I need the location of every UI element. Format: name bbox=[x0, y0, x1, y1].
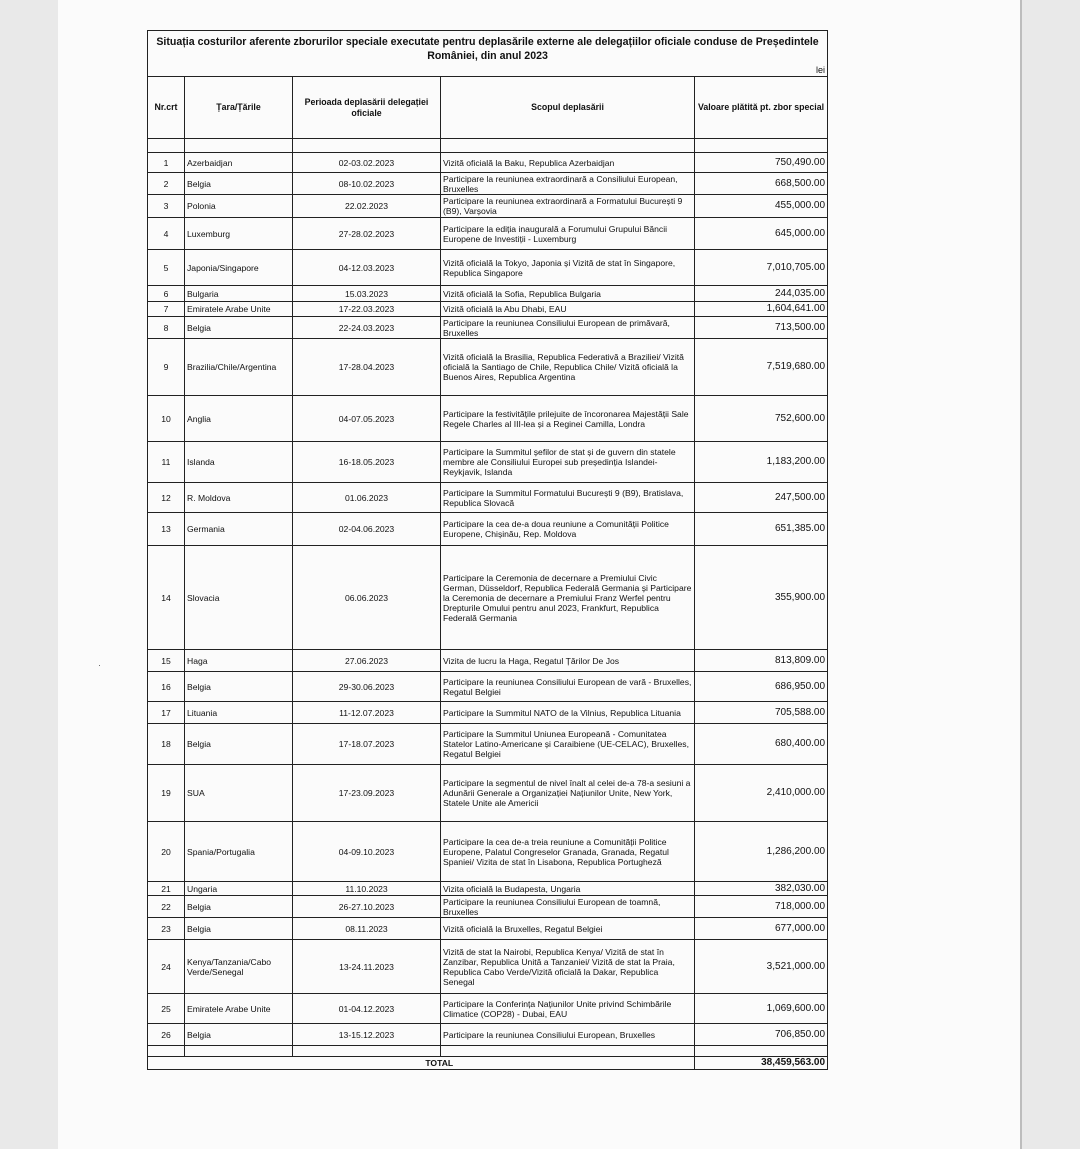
row-country: Islanda bbox=[185, 442, 293, 483]
row-period: 27.06.2023 bbox=[293, 650, 441, 672]
row-amount: 1,286,200.00 bbox=[695, 822, 828, 882]
row-amount: 706,850.00 bbox=[695, 1024, 828, 1046]
row-country: Kenya/Tanzania/Cabo Verde/Senegal bbox=[185, 940, 293, 994]
row-purpose: Participare la reuniunea extraordinară a Consiliului European, Bruxelles bbox=[441, 173, 695, 195]
header-tara: Țara/Țările bbox=[185, 77, 293, 139]
table-row bbox=[148, 994, 828, 1024]
row-country: Ungaria bbox=[185, 882, 293, 896]
header-nr: Nr.crt bbox=[148, 77, 185, 139]
row-period: 17-23.09.2023 bbox=[293, 765, 441, 822]
row-country: Emiratele Arabe Unite bbox=[185, 994, 293, 1024]
row-amount: 3,521,000.00 bbox=[695, 940, 828, 994]
row-period: 11.10.2023 bbox=[293, 882, 441, 896]
row-purpose: Participare la reuniunea Consiliului European de primăvară, Bruxelles bbox=[441, 317, 695, 339]
row-purpose: Participare la festivitățile prilejuite de încoronarea Majestății Sale Regele Charles al III-lea și a Reginei Camilla, Londra bbox=[441, 396, 695, 442]
row-number: 13 bbox=[148, 513, 185, 546]
table-row bbox=[148, 195, 828, 218]
row-period: 27-28.02.2023 bbox=[293, 218, 441, 250]
table-row bbox=[148, 250, 828, 286]
row-country: Belgia bbox=[185, 1024, 293, 1046]
row-period: 15.03.2023 bbox=[293, 286, 441, 302]
row-country: Lituania bbox=[185, 702, 293, 724]
spacer-row bbox=[148, 139, 828, 153]
row-amount: 247,500.00 bbox=[695, 483, 828, 513]
row-number: 18 bbox=[148, 724, 185, 765]
row-purpose: Vizită de stat la Nairobi, Republica Kenya/ Vizită de stat în Zanzibar, Republica Unită a Tanzaniei/ Vizită de stat la Praia, Republica Cabo Verde/Vizită oficială la Dakar, Republica Senegal bbox=[441, 940, 695, 994]
table-row bbox=[148, 650, 828, 672]
row-period: 02-03.02.2023 bbox=[293, 153, 441, 173]
row-period: 02-04.06.2023 bbox=[293, 513, 441, 546]
table-row bbox=[148, 896, 828, 918]
table-row bbox=[148, 483, 828, 513]
row-number: 20 bbox=[148, 822, 185, 882]
row-country: Belgia bbox=[185, 173, 293, 195]
row-number: 14 bbox=[148, 546, 185, 650]
row-amount: 686,950.00 bbox=[695, 672, 828, 702]
row-country: Germania bbox=[185, 513, 293, 546]
row-period: 08.11.2023 bbox=[293, 918, 441, 940]
row-country: Belgia bbox=[185, 672, 293, 702]
scan-speck: · bbox=[98, 660, 101, 670]
row-number: 26 bbox=[148, 1024, 185, 1046]
row-amount: 1,604,641.00 bbox=[695, 302, 828, 317]
row-number: 11 bbox=[148, 442, 185, 483]
row-number: 5 bbox=[148, 250, 185, 286]
row-purpose: Participare la ediția inaugurală a Forumului Grupului Băncii Europene de Investiții - Luxemburg bbox=[441, 218, 695, 250]
row-purpose: Vizită oficială la Bruxelles, Regatul Belgiei bbox=[441, 918, 695, 940]
row-period: 29-30.06.2023 bbox=[293, 672, 441, 702]
row-purpose: Participare la Summitul Uniunea Europeană - Comunitatea Statelor Latino-Americane și Caraibiene (UE-CELAC), Bruxelles, Regatul Belgiei bbox=[441, 724, 695, 765]
row-amount: 651,385.00 bbox=[695, 513, 828, 546]
row-period: 06.06.2023 bbox=[293, 546, 441, 650]
row-number: 10 bbox=[148, 396, 185, 442]
row-number: 15 bbox=[148, 650, 185, 672]
row-amount: 355,900.00 bbox=[695, 546, 828, 650]
row-purpose: Vizită oficială la Brasilia, Republica Federativă a Braziliei/ Vizită oficială la Santiago de Chile, Republica Chile/ Vizită oficială la Buenos Aires, Republica Argentina bbox=[441, 339, 695, 396]
row-purpose: Vizita de lucru la Haga, Regatul Țărilor De Jos bbox=[441, 650, 695, 672]
table-row bbox=[148, 442, 828, 483]
row-purpose: Participare la segmentul de nivel înalt al celei de-a 78-a sesiuni a Adunării Generale a Organizației Națiunilor Unite, New York, Statele Unite ale Americii bbox=[441, 765, 695, 822]
row-country: Polonia bbox=[185, 195, 293, 218]
row-number: 1 bbox=[148, 153, 185, 173]
table-row bbox=[148, 218, 828, 250]
row-number: 23 bbox=[148, 918, 185, 940]
row-number: 8 bbox=[148, 317, 185, 339]
total-value: 38,459,563.00 bbox=[695, 1057, 828, 1070]
row-number: 25 bbox=[148, 994, 185, 1024]
row-purpose: Participare la reuniunea Consiliului European de vară - Bruxelles, Regatul Belgiei bbox=[441, 672, 695, 702]
row-country: Brazilia/Chile/Argentina bbox=[185, 339, 293, 396]
total-row bbox=[148, 1057, 828, 1070]
row-amount: 1,069,600.00 bbox=[695, 994, 828, 1024]
table-row bbox=[148, 882, 828, 896]
row-amount: 2,410,000.00 bbox=[695, 765, 828, 822]
row-country: Anglia bbox=[185, 396, 293, 442]
page-edge bbox=[1020, 0, 1022, 1149]
row-amount: 705,588.00 bbox=[695, 702, 828, 724]
costs-table bbox=[147, 30, 828, 1070]
row-period: 17-22.03.2023 bbox=[293, 302, 441, 317]
row-amount: 813,809.00 bbox=[695, 650, 828, 672]
row-country: R. Moldova bbox=[185, 483, 293, 513]
row-number: 24 bbox=[148, 940, 185, 994]
table-row bbox=[148, 1024, 828, 1046]
row-number: 6 bbox=[148, 286, 185, 302]
row-country: Haga bbox=[185, 650, 293, 672]
row-purpose: Participare la Ceremonia de decernare a Premiului Civic German, Düsseldorf, Republica Federală Germania și Participare la Ceremonia de decernare a Premiului Franz Werfel pentru Drepturile Omului pentru anul 2023, Frankfurt, Republica Federală Germania bbox=[441, 546, 695, 650]
row-number: 17 bbox=[148, 702, 185, 724]
row-purpose: Participare la Conferința Națiunilor Unite privind Schimbările Climatice (COP28) - Dubai, EAU bbox=[441, 994, 695, 1024]
row-period: 01-04.12.2023 bbox=[293, 994, 441, 1024]
row-amount: 382,030.00 bbox=[695, 882, 828, 896]
table-row bbox=[148, 173, 828, 195]
spacer-row bbox=[148, 1046, 828, 1057]
row-number: 21 bbox=[148, 882, 185, 896]
table-row bbox=[148, 286, 828, 302]
row-amount: 645,000.00 bbox=[695, 218, 828, 250]
row-country: Slovacia bbox=[185, 546, 293, 650]
row-purpose: Vizită oficială la Tokyo, Japonia și Vizită de stat în Singapore, Republica Singapore bbox=[441, 250, 695, 286]
table-row bbox=[148, 396, 828, 442]
row-purpose: Participare la cea de-a doua reuniune a Comunității Politice Europene, Chișinău, Rep. Moldova bbox=[441, 513, 695, 546]
table-row bbox=[148, 513, 828, 546]
row-purpose: Participare la reuniunea Consiliului European, Bruxelles bbox=[441, 1024, 695, 1046]
currency-label: lei bbox=[148, 65, 828, 77]
row-amount: 718,000.00 bbox=[695, 896, 828, 918]
row-purpose: Vizită oficială la Baku, Republica Azerbaidjan bbox=[441, 153, 695, 173]
row-country: Belgia bbox=[185, 918, 293, 940]
row-number: 9 bbox=[148, 339, 185, 396]
row-country: Japonia/Singapore bbox=[185, 250, 293, 286]
row-number: 22 bbox=[148, 896, 185, 918]
row-number: 7 bbox=[148, 302, 185, 317]
table-row bbox=[148, 724, 828, 765]
row-country: Emiratele Arabe Unite bbox=[185, 302, 293, 317]
row-period: 11-12.07.2023 bbox=[293, 702, 441, 724]
table-row bbox=[148, 918, 828, 940]
row-country: Belgia bbox=[185, 896, 293, 918]
row-amount: 680,400.00 bbox=[695, 724, 828, 765]
row-number: 3 bbox=[148, 195, 185, 218]
row-period: 01.06.2023 bbox=[293, 483, 441, 513]
row-purpose: Vizita oficială la Budapesta, Ungaria bbox=[441, 882, 695, 896]
table-row bbox=[148, 546, 828, 650]
row-number: 12 bbox=[148, 483, 185, 513]
row-purpose: Participare la reuniunea Consiliului European de toamnă, Bruxelles bbox=[441, 896, 695, 918]
row-amount: 455,000.00 bbox=[695, 195, 828, 218]
row-amount: 1,183,200.00 bbox=[695, 442, 828, 483]
row-purpose: Participare la Summitul șefilor de stat și de guvern din statele membre ale Consiliului Europei sub președinția Islandei- Reykjavik, Islanda bbox=[441, 442, 695, 483]
row-number: 4 bbox=[148, 218, 185, 250]
table-row bbox=[148, 339, 828, 396]
row-period: 17-18.07.2023 bbox=[293, 724, 441, 765]
row-amount: 713,500.00 bbox=[695, 317, 828, 339]
row-purpose: Vizită oficială la Abu Dhabi, EAU bbox=[441, 302, 695, 317]
row-amount: 677,000.00 bbox=[695, 918, 828, 940]
total-label: TOTAL bbox=[185, 1057, 695, 1070]
row-country: Belgia bbox=[185, 724, 293, 765]
row-period: 16-18.05.2023 bbox=[293, 442, 441, 483]
row-country: Spania/Portugalia bbox=[185, 822, 293, 882]
document-title: Situația costurilor aferente zborurilor speciale executate pentru deplasările externe ale delegațiilor oficiale conduse de Președintele României, din anul 2023 bbox=[148, 31, 828, 65]
row-country: Bulgaria bbox=[185, 286, 293, 302]
header-valoare: Valoare plătită pt. zbor special bbox=[695, 77, 828, 139]
table-row bbox=[148, 940, 828, 994]
row-amount: 244,035.00 bbox=[695, 286, 828, 302]
row-period: 26-27.10.2023 bbox=[293, 896, 441, 918]
row-country: Azerbaidjan bbox=[185, 153, 293, 173]
row-amount: 750,490.00 bbox=[695, 153, 828, 173]
row-amount: 752,600.00 bbox=[695, 396, 828, 442]
row-period: 04-09.10.2023 bbox=[293, 822, 441, 882]
row-amount: 668,500.00 bbox=[695, 173, 828, 195]
header-perioada: Perioada deplasării delegației oficiale bbox=[293, 77, 441, 139]
table-row bbox=[148, 822, 828, 882]
row-period: 13-15.12.2023 bbox=[293, 1024, 441, 1046]
row-purpose: Participare la cea de-a treia reuniune a Comunității Politice Europene, Palatul Congreselor Granada, Granada, Regatul Spaniei/ Vizita de stat în Lisabona, Republica Portugheză bbox=[441, 822, 695, 882]
row-purpose: Participare la reuniunea extraordinară a Formatului București 9 (B9), Varșovia bbox=[441, 195, 695, 218]
row-number: 16 bbox=[148, 672, 185, 702]
table-row bbox=[148, 153, 828, 173]
header-scop: Scopul deplasării bbox=[441, 77, 695, 139]
row-period: 04-07.05.2023 bbox=[293, 396, 441, 442]
row-purpose: Participare la Summitul Formatului București 9 (B9), Bratislava, Republica Slovacă bbox=[441, 483, 695, 513]
row-number: 2 bbox=[148, 173, 185, 195]
row-number: 19 bbox=[148, 765, 185, 822]
table-header-row bbox=[148, 77, 828, 139]
row-period: 22-24.03.2023 bbox=[293, 317, 441, 339]
table-row bbox=[148, 765, 828, 822]
row-amount: 7,519,680.00 bbox=[695, 339, 828, 396]
table-row bbox=[148, 702, 828, 724]
row-amount: 7,010,705.00 bbox=[695, 250, 828, 286]
row-period: 17-28.04.2023 bbox=[293, 339, 441, 396]
row-purpose: Vizită oficială la Sofia, Republica Bulgaria bbox=[441, 286, 695, 302]
table-row bbox=[148, 317, 828, 339]
row-country: Belgia bbox=[185, 317, 293, 339]
row-country: SUA bbox=[185, 765, 293, 822]
row-country: Luxemburg bbox=[185, 218, 293, 250]
table-row bbox=[148, 302, 828, 317]
row-period: 22.02.2023 bbox=[293, 195, 441, 218]
row-purpose: Participare la Summitul NATO de la Vilnius, Republica Lituania bbox=[441, 702, 695, 724]
row-period: 13-24.11.2023 bbox=[293, 940, 441, 994]
table-row bbox=[148, 672, 828, 702]
row-period: 04-12.03.2023 bbox=[293, 250, 441, 286]
row-period: 08-10.02.2023 bbox=[293, 173, 441, 195]
